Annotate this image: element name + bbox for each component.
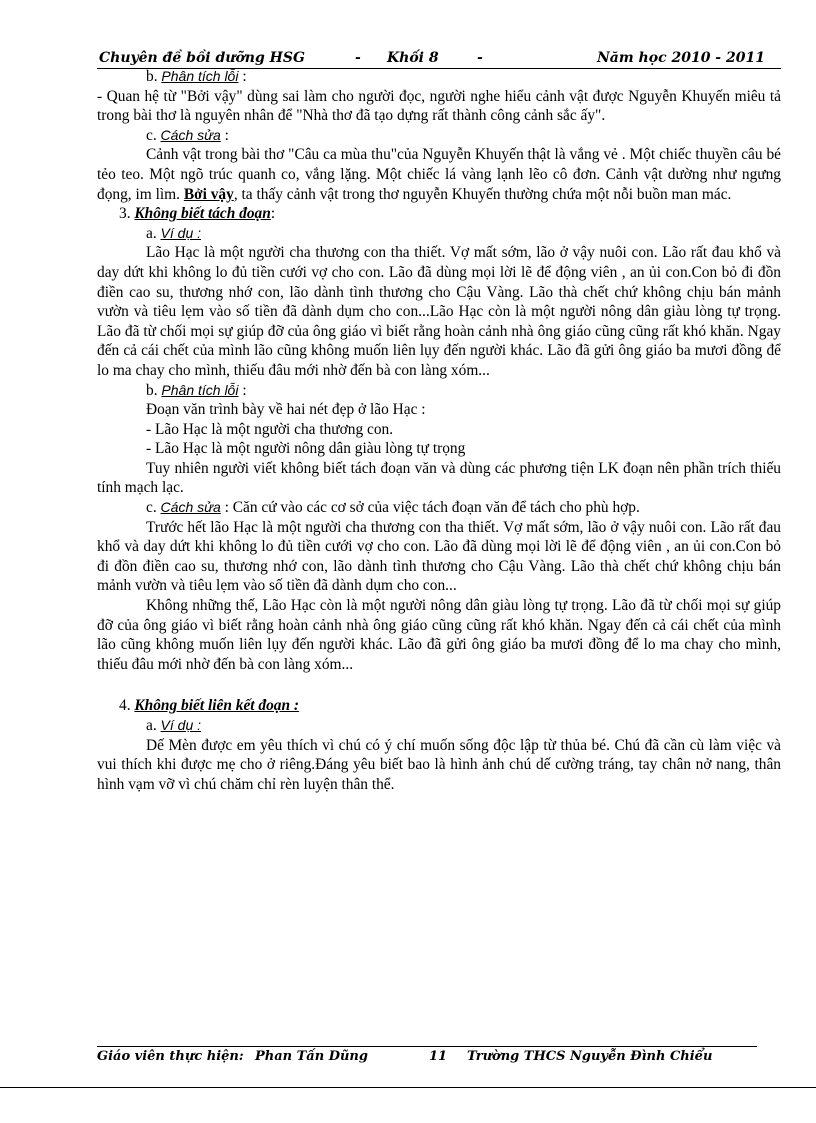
paragraph-2c: Cảnh vật trong bài thơ "Câu ca mùa thu"của Nguyễn Khuyến thật là vắng vẻ . Một chiếc thuyền câu bé tẻo teo. Một ngõ trúc quanh co, vắng lặng. Một chiếc lá vàng lạnh lẽo cô đơn. Cảnh vật dường như ngưng đọng, im lìm. Bởi vậy, ta thấy cảnh vật trong thơ nguyễn Khuyến thường chứa một nỗi buồn man mác. (97, 146, 781, 203)
paragraph-3c-2: Không những thế, Lão Hạc còn là một người nông dân giàu lòng tự trọng. Lão đã từ chối mọi sự giúp đỡ của ông giáo vì biết rằng hoàn cảnh nhà ông giáo cũng cũng rất khó khăn. Ngay đến cả cái chết của mình lão cũng không muốn liên lụy đến người khác. Lão đã gửi ông giáo ba mươi đồng để lo ma chay cho mình, thiếu đâu mới nhờ đến bà con làng xóm... (97, 597, 781, 673)
subheading-3b: b. Phân tích lỗi : (146, 381, 247, 399)
paragraph-2b: - Quan hệ từ "Bởi vậy" dùng sai làm cho người đọc, người nghe hiểu cảnh vật được Nguyễn Khuyến miêu tả trong bài thơ là nguyên nhân để "Nhà thơ đã tạo dựng rất thành công cảnh sắc ấy". (97, 87, 781, 125)
subheading-3c: c. Cách sửa : Căn cứ vào các cơ sở của việc tách đoạn văn để tách cho phù hợp. (146, 499, 640, 517)
footer-teacher-label: Giáo viên thực hiện: (97, 1049, 244, 1064)
paragraph-3c-1: Trước hết lão Hạc là một người cha thương con tha thiết. Vợ mất sớm, lão ở vậy nuôi con. Lão rất đau khổ và day dứt khi không lo đủ tiền cưới vợ cho con. Lão đã dùng mọi lời lẽ để động viên , an ủi con.Con bỏ đi đồn điền cao su, thương nhớ con, lão dành tình thương cho Cậu Vàng. Lão thà chết chứ không chịu bán mảnh vườn và tiêu lẹm vào số tiền đã dành dụm cho con... (97, 518, 781, 595)
document-body (97, 67, 781, 794)
analysis-line: - Lão Hạc là một người nông dân giàu lòng tự trọng (146, 440, 466, 458)
subheading-2c: c. Cách sửa : (146, 126, 229, 144)
page-footer (97, 1046, 757, 1067)
analysis-line: Đoạn văn trình bày về hai nét đẹp ở lão Hạc : (146, 401, 426, 419)
footer-school: Trường THCS Nguyễn Đình Chiểu (467, 1049, 713, 1064)
section-heading-3: 3. Không biết tách đoạn: (119, 205, 276, 223)
subheading-3a: a. Ví dụ : (146, 224, 202, 242)
footer-page-number: 11 (429, 1049, 448, 1064)
header-separator: - (477, 50, 483, 66)
header-school-year: Năm học 2010 - 2011 (597, 50, 765, 66)
header-subject: Chuyên đề bồi dưỡng HSG (99, 50, 305, 66)
paragraph-3a: Lão Hạc là một người cha thương con tha thiết. Vợ mất sớm, lão ở vậy nuôi con. Lão rất đau khổ và day dứt khi không lo đủ tiền cưới vợ cho con. Lão đã dùng mọi lời lẽ để động viên , an ủi con.Con bỏ đi đồn điền cao su, thương nhớ con, lão dành tình thương cho Cậu Vàng. Lão thà chết chứ không chịu bán mảnh vườn và tiêu lẹm vào số tiền đã dành dụm cho con...Lão Hạc còn là một người nông dân giàu lòng tự trọng. Lão đã từ chối mọi sự giúp đỡ của ông giáo vì biết rằng hoàn cảnh nhà ông giáo cũng cũng rất khó khăn. Ngay đến cả cái chết của mình lão cũng không muốn liên lụy đến người khác. Lão đã gửi ông giáo ba mươi đồng để lo ma chay cho mình, thiếu đâu mới nhờ đến bà con làng xóm... (97, 244, 781, 379)
subheading-4a: a. Ví dụ : (146, 717, 202, 734)
subheading-2b: b. Phân tích lỗi : (146, 68, 247, 85)
header-separator: - (355, 50, 361, 66)
page-bottom-rule (0, 1087, 816, 1088)
section-heading-4: 4. Không biết liên kết đoạn : (119, 697, 300, 715)
footer-teacher-name: Phan Tấn Dũng (255, 1049, 368, 1064)
analysis-line: - Lão Hạc là một người cha thương con. (146, 420, 394, 438)
analysis-conclusion: Tuy nhiên người viết không biết tách đoạn văn và dùng các phương tiện LK đoạn nên phần trích thiếu tính mạch lạc. (97, 459, 781, 497)
paragraph-4a: Dế Mèn được em yêu thích vì chú có ý chí muốn sống độc lập từ thủa bé. Chú đã cần cù làm việc và vui thích khi được mẹ cho ở riêng.Đáng yêu biết bao là hình ảnh chú dế cường tráng, tay chân nở nang, thân hình vạm vỡ vì chú chăm chỉ rèn luyện thân thể. (97, 736, 781, 793)
header-grade: Khối 8 (387, 50, 439, 66)
